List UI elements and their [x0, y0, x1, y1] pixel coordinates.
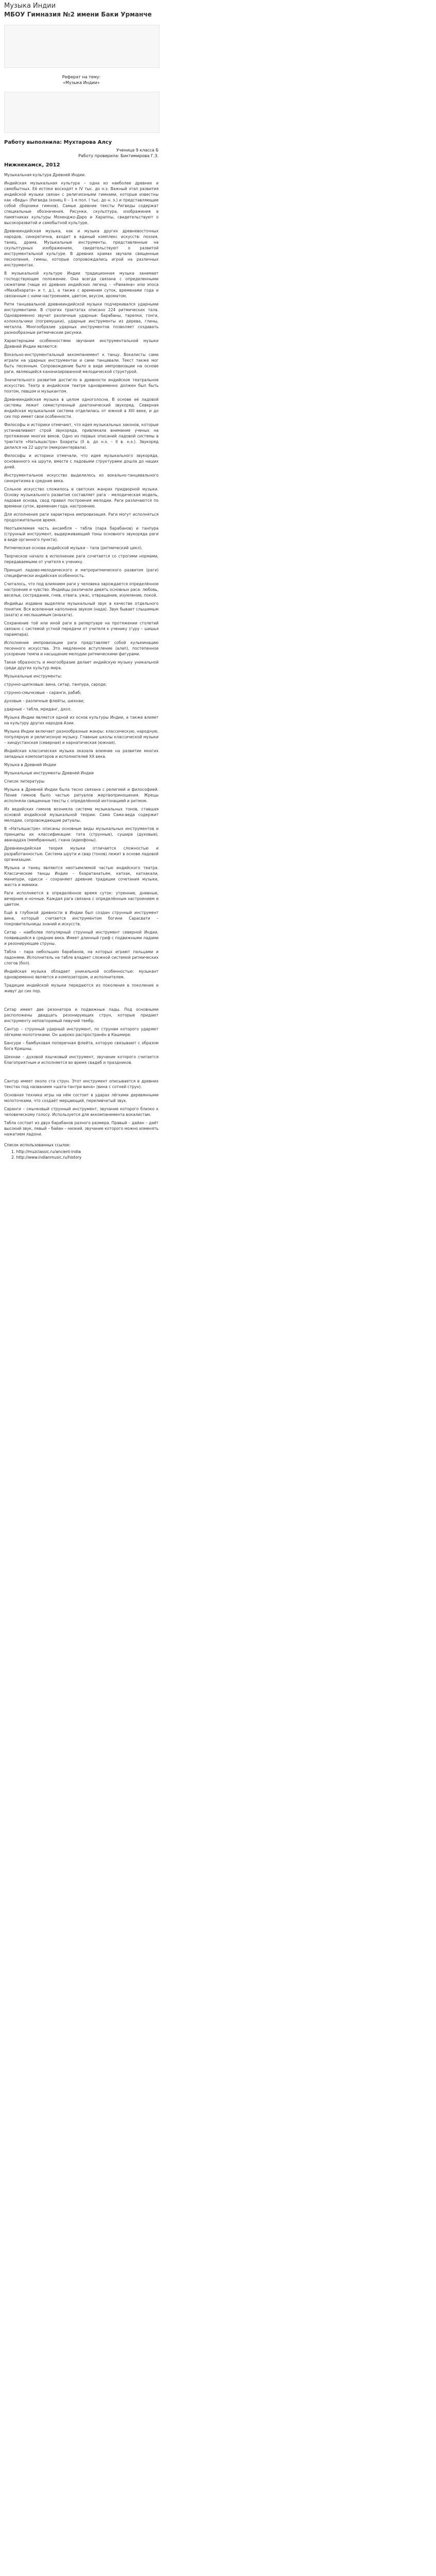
paragraph: Список литературы: [4, 779, 45, 784]
paragraph: Сантур имеет около ста струн. Этот инструмент описывается в древних текстах под названием «шата-тантри вина» (вина с сотней струн).: [4, 1079, 159, 1089]
paragraph: Табла – пара небольших барабанов, на которых играют пальцами и ладонями. Исполнитель на табле владеет сложной системой ритмических слогов (бол).: [4, 950, 159, 965]
paragraph: Сохранение той или иной раги в репертуаре на протяжении столетий связано с системой устной передачи от учителя к ученику (гуру – шишья парампара).: [4, 621, 159, 637]
paragraph: Саранги – смычковый струнный инструмент, звучание которого близко к человеческому голосу. Используется для аккомпанемента вокалистам.: [4, 1107, 159, 1117]
paragraph: Философы и историки отмечали, что идея музыкального звукоряда, основанного на шрути, вместе с ладовыми структурами дошла до наших дней.: [4, 453, 159, 469]
paragraph: Принцип ладово-мелодического и метроритмического развития (раги) специфически индийская особенность.: [4, 568, 159, 578]
section-gap: [4, 1068, 159, 1078]
paragraph: Инструментальное искусство выделилось из вокально-танцевального синкретизма в средние века.: [4, 473, 159, 483]
paragraph: Ритмическая основа индийской музыки – тала (ритмический цикл).: [4, 546, 143, 550]
paragraph: Такая образность и многообразие делает индийскую музыку уникальной среди других культур мира.: [4, 660, 159, 670]
paragraph: Традиции индийской музыки передаются из поколения в поколение и живут до сих пор.: [4, 983, 159, 993]
paragraph: Ещё в глубокой древности в Индии был создан струнный инструмент вина, который считается инструментом богини Сарасвати – покровительницы знаний и искусств.: [4, 910, 159, 926]
paragraph: Музыкальные инструменты:: [4, 674, 62, 679]
paragraph: Музыка в Древней Индии: [4, 762, 57, 767]
referat-line-1: Реферат на тему:: [62, 75, 101, 79]
section-gap: [4, 996, 159, 1007]
paragraph: Сольное искусство сложилось в светских жанрах придворной музыки. Основу музыкального развития составляет рага – мелодическая модель, ладовая основа, свод правил построения мелодии. Раги различаются по времени суток, временам года, настроению.: [4, 487, 159, 509]
paragraph: Бансури – бамбуковая поперечная флейта, которую связывают с образом бога Кришны.: [4, 1041, 159, 1051]
paragraph: Музыкальная культура Древней Индии.: [4, 173, 86, 177]
paragraph: Музыка в Древней Индии была тесно связана с религией и философией. Пение гимнов было частью ритуалов жертвоприношения. Жрецы исполняли священные тексты с определённой интонацией и ритмом.: [4, 787, 159, 803]
paragraph: Индийская музыка обладает уникальной особенностью: музыкант одновременно является и композитором, и исполнителем.: [4, 969, 159, 979]
paragraph: духовые – различные флейты, шехнаи;: [4, 699, 84, 703]
paragraph: Музыкальные инструменты Древней Индии: [4, 771, 94, 775]
paragraph: В музыкальной культуре Индии традиционная музыка занимает господствующее положение. Она всегда связана с определенными сюжетами (чаще из древних индийских легенд – «Рамаяна» или эпоса «Махабхарата» и т. д.), а также с временем суток, временами года и связанным с ними настроением, цветом, вкусом, ароматом.: [4, 271, 159, 298]
teacher-line: Работу проверила: Биктимирова Г.З.: [78, 154, 159, 158]
body-text-3: [4, 1078, 159, 1137]
paragraph: Характерными особенностями звучания инструментальной музыки Древней Индии являются:: [4, 338, 159, 349]
paragraph: Индийцы издавна выделяли музыкальный звук в качестве отдельного понятия. Вся вселенная наполнена звуком (нада). Звук бывает слышимым (ахата) и неслышимым (анахата).: [4, 601, 159, 617]
body-text: [4, 172, 159, 994]
ad-banner-top[interactable]: [4, 25, 160, 68]
paragraph: Значительного развития достигло в древности индийское театральное искусство. Театр в индийском театре одновременно должен был быть поэтом, певцом и музыкантом.: [4, 378, 159, 394]
paragraph: Музыка и танец являются неотъемлемой частью индийского театра. Классические танцы Индии – бхаратанатьям, катхак, катхакали, манипури, одисси – сохраняют древние традиции сочетания музыки, жеста и мимики.: [4, 866, 159, 887]
paragraph: Сантур – струнный ударный инструмент, по струнам которого ударяют лёгкими молоточками. Он широко распространён в Кашмире.: [4, 1027, 159, 1037]
place-date: Нижнекамск, 2012: [4, 162, 60, 168]
paragraph: Индийская классическая музыка оказала влияние на развитие многих западных композиторов и исполнителей XX века.: [4, 749, 159, 759]
body-text-2: [4, 1007, 159, 1065]
references-list: [4, 1149, 159, 1160]
school-name: МБОУ Гимназия №2 имени Баки Урманче: [4, 11, 152, 18]
paragraph: Ритм танцевальной древнеиндийской музыки подчеркивался ударными инструментами. В строгих трактатах описано 224 ритмических тала. Одновременно звучат различные ударные: барабаны, тарелки, гонги, колокольчики (погремушки), ударные инструменты из дерева, глины, металла. Многообразие ударных инструментов позволяет создавать разнообразные ритмические рисунки.: [4, 302, 159, 335]
paragraph: Основная техника игры на нём состоит в ударах лёгкими деревянными молоточками, что создаёт мерцающий, переливчатый звук.: [4, 1093, 159, 1103]
paragraph: Творческое начало в исполнении раги сочетается со строгими нормами, передаваемыми от учителя к ученику.: [4, 554, 159, 564]
paragraph: Древнеиндийская музыка, как и музыка других древневосточных народов, синкретична, входит в единый комплекс искусств: поэзия, танец, драма. Музыкальные инструменты, представленные на скульптурных изображениях, свидетельствуют о развитой инструментальной культуре. В древних храмах звучали священные песнопения, гимны, которые сопровождались игрой на различных инструментах.: [4, 229, 159, 267]
author-line: Работу выполнила: Мухтарова Алсу: [4, 140, 112, 145]
paragraph: Неотъемлемая часть ансамбля – табла (пара барабанов) и танпура (струнный инструмент, выдерживающий тоны основного звукоряда раги в виде органного пункта).: [4, 526, 159, 542]
paragraph: Шехнаи – духовой язычковый инструмент, звучание которого считается благоприятным и исполняется во время свадеб и праздников.: [4, 1055, 159, 1065]
paragraph: Ситар имеет две резонатора и подвижные лады. Под основными расположены двадцать резонирующих струн, которые придают инструменту неповторимый певучий тембр.: [4, 1007, 159, 1023]
paragraph: Ситар – наиболее популярный струнный инструмент северной Индии, появившийся в средние века. Имеет длинный гриф с подвижными ладами и резонирующие струны.: [4, 930, 159, 946]
paragraph: струнно-щипковые: вина, ситар, танпура, сароде;: [4, 682, 107, 687]
paragraph: Для исполнения раги характерна импровизация. Раги могут исполняться продолжительное время.: [4, 512, 159, 522]
paragraph: Исполнение импровизации раги представляет собой кульминацию песенного искусства. Это медленное вступление (алап), постепенное ускорение темпа и насыщение мелодии ритмическими фигурами.: [4, 640, 159, 656]
paragraph: Древнеиндийская теория музыки отличается сложностью и разработанностью. Система шрути и свар (тонов) лежит в основе ладовой организации.: [4, 846, 159, 862]
paragraph: ударные – табла, мриданг, дхол.: [4, 707, 72, 711]
references-title: Список использованных ссылок:: [4, 1143, 71, 1147]
site-title: Музыка Индии: [4, 2, 56, 10]
referat-heading: [4, 74, 159, 86]
paragraph: Вокально-инструментальный аккомпанемент к танцу. Вокалисты сами играли на ударных инструментах и сами танцевали. Текст также мог быть песенным. Сопровождение было в виде импровизации на основе раги, являющейся канонизированной мелодической структурой.: [4, 352, 159, 374]
reference-link[interactable]: 2. http://www.indianmusic.ru/history: [11, 1155, 82, 1160]
ad-banner-middle[interactable]: [4, 92, 160, 133]
paragraph: струнно-смычковые – саранги, рабаб;: [4, 690, 81, 695]
paragraph: Из ведийских гимнов возникла система музыкальных тонов, ставшая основой индийской музыкальной теории. Сама Сама-веда содержит мелодии, сопровождающие ритуалы.: [4, 807, 159, 823]
paragraph: Музыка Индии включает разнообразные жанры: классическую, народную, популярную и религиозную музыку. Главные школы классической музыки – хиндустанская (северная) и карнатическая (южная).: [4, 729, 159, 745]
paragraph: В «Натьяшастре» описаны основные виды музыкальных инструментов и принципы их классификации: тата (струнные), сушира (духовые), аванаддха (мембранные), гхана (идиофоны).: [4, 826, 159, 842]
reference-link[interactable]: 1. http://muzclassic.ru/ancient-india: [11, 1149, 81, 1154]
paragraph: Индийская музыкальная культура – одна из наиболее древних и самобытных. Её истоки восходят к IV тыс. до н.э. Важный этап развития индийской музыки связан с религиозными гимнами, которые известны как «Веды» (Ригведа (конец II – 1-я пол. I тыс. до н. э.) и представляющие собой сборники гимнов). Самые древние тексты Ригведы содержат специальные обозначения. Рисунки, скульптура, изображения в памятниках культуры Мохенджо-Даро и Хараппы, свидетельствуют о высокоразвитой и самобытной культуре.: [4, 181, 159, 225]
paragraph: Музыка Индии является одной из основ культуры Индии, а также влияет на культуру других народов Азии.: [4, 715, 159, 725]
grade-line: Ученица 9 класса Б: [116, 148, 159, 152]
paragraph: Считалось, что под влиянием раги у человека зарождается определённое настроение и чувство. Индийцы различали девять основных раса: любовь, веселье, сострадание, гнев, отвага, ужас, отвращение, изумление, покой.: [4, 582, 159, 598]
paragraph: Раги исполняются в определённое время суток: утренние, дневные, вечерние и ночные. Каждая рага связана с определённым настроением и цветом.: [4, 891, 159, 907]
document-page: [4, 2, 159, 1160]
paragraph: Философы и историки отмечают, что идея музыкальных законов, которые устанавливают строй звукоряда, привлекала внимание ученых на протяжении многих веков. Одно из первых описаний ладовой системы в трактате «Натьяшастра» Бхараты (II в. до н.э. – II в. н.э.). Звукоряд делился на 22 шрути (микроинтервала).: [4, 422, 159, 450]
paragraph: Табла состоит из двух барабанов разного размера. Правый – дайан – даёт высокий звук, левый – байан – низкий, звучание которого можно изменять нажатием ладони.: [4, 1121, 159, 1137]
paragraph: Древнеиндийская музыка в целом одноголосна. В основе её ладовой системы лежит семиступенный диатонический звукоряд. Северная индийская музыкальная система отделилась от южной в XIII веке, и до сих пор имеет свои особенности.: [4, 397, 159, 419]
referat-line-2: «Музыка Индии»: [63, 80, 100, 85]
